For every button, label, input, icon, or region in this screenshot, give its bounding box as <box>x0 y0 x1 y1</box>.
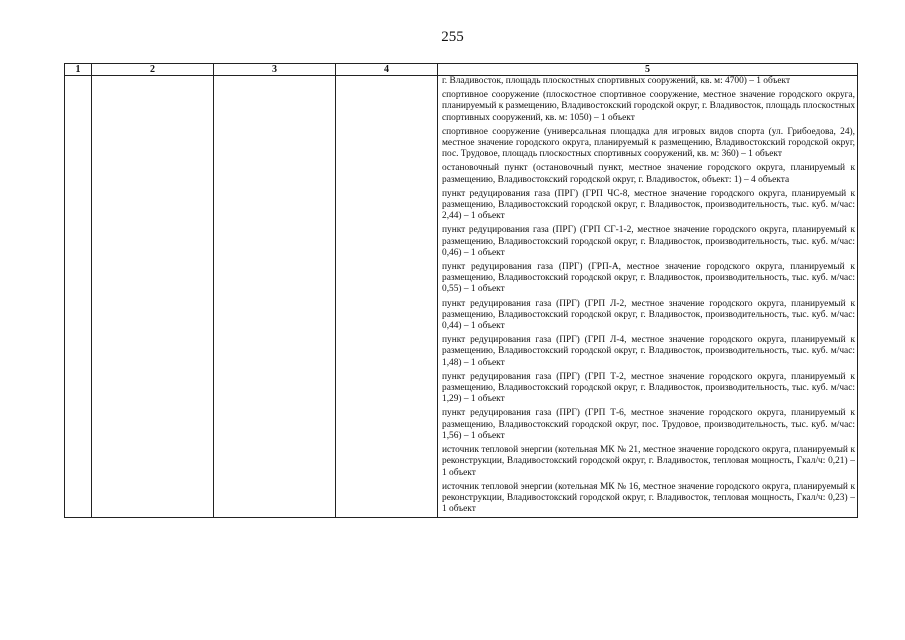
page-number: 255 <box>441 29 464 45</box>
column-header-4: 4 <box>336 64 438 76</box>
list-item: пункт редуцирования газа (ПРГ) (ГРП Л-4, местное значение городского округа, планируемый к размещению, Владивостокский городской округ, г. Владивосток, производительность, тыс. куб. м/час: 1,48) – 1 объект <box>442 335 855 368</box>
cell-col-5 <box>438 76 858 518</box>
list-item: пункт редуцирования газа (ПРГ) (ГРП СГ-1-2, местное значение городского округа, планируемый к размещению, Владивостокский городской округ, г. Владивосток, производительность, тыс. куб. м/час: 0,46) – 1 объект <box>442 225 855 258</box>
list-item: спортивное сооружение (плоскостное спортивное сооружение, местное значение городского округа, планируемый к размещению, Владивостокский городской округ, г. Владивосток, площадь плоскостных спортивных сооружений, кв. м: 1050) – 1 объект <box>442 90 856 123</box>
list-item: пункт редуцирования газа (ПРГ) (ГРП Л-2, местное значение городского округа, планируемый к размещению, Владивостокский городской округ, г. Владивосток, производительность, тыс. куб. м/час: 0,44) – 1 объект <box>442 298 855 332</box>
list-item: пункт редуцирования газа (ПРГ) (ГРП Т-2, местное значение городского округа, планируемый к размещению, Владивостокский городской округ, г. Владивосток, производительность, тыс. куб. м/час: 1,29) – 1 объект <box>442 371 855 405</box>
list-item: пункт редуцирования газа (ПРГ) (ГРП-А, местное значение городского округа, планируемый к размещению, Владивостокский городской округ, г. Владивосток, производительность, тыс. куб. м/час: 0,55) – 1 объект <box>442 262 855 295</box>
list-item: г. Владивосток, площадь плоскостных спортивных сооружений, кв. м: 4700) – 1 объект <box>442 76 791 86</box>
table-header-row <box>65 64 858 76</box>
cell-col-4 <box>336 76 438 518</box>
table-row <box>65 76 858 518</box>
column-header-3: 3 <box>214 64 336 76</box>
list-item: источник тепловой энергии (котельная МК № 16, местное значение городского округа, планируемый к реконструкции, Владивостокский городской округ, г. Владивосток, тепловая мощность, Гкал/ч: 0,23) – 1 объект <box>442 481 855 515</box>
cell-col-3 <box>214 76 336 518</box>
column-header-5: 5 <box>438 64 858 76</box>
column-header-1: 1 <box>65 64 92 76</box>
column-header-2: 2 <box>92 64 214 76</box>
list-item: пункт редуцирования газа (ПРГ) (ГРП ЧС-8, местное значение городского округа, планируемый к размещению, Владивостокский городской округ, г. Владивосток, производительность, тыс. куб. м/час: 2,44) – 1 объект <box>442 188 855 222</box>
list-item: пункт редуцирования газа (ПРГ) (ГРП Т-6, местное значение городского округа, планируемый к размещению, Владивостокский городской округ, пос. Трудовое, производительность, тыс. куб. м/час: 1,56) – 1 объект <box>442 408 855 441</box>
list-item: спортивное сооружение (универсальная площадка для игровых видов спорта (ул. Грибоедова, 24), местное значение городского округа, планируемый к размещению, Владивостокский городской округ, пос. Трудовое, площадь плоскостных спортивных сооружений, кв. м: 360) – 1 объект <box>442 126 855 160</box>
list-item: источник тепловой энергии (котельная МК № 21, местное значение городского округа, планируемый к реконструкции, Владивостокский городской округ, г. Владивосток, тепловая мощность, Гкал/ч: 0,21) – 1 объект <box>442 445 855 478</box>
cell-col-1 <box>65 76 92 518</box>
cell-col-2 <box>92 76 214 518</box>
document-table <box>64 63 858 518</box>
list-item: остановочный пункт (остановочный пункт, местное значение городского округа, планируемый к размещению, Владивостокский городской округ, г. Владивосток, объект: 1) – 4 объекта <box>442 163 855 185</box>
